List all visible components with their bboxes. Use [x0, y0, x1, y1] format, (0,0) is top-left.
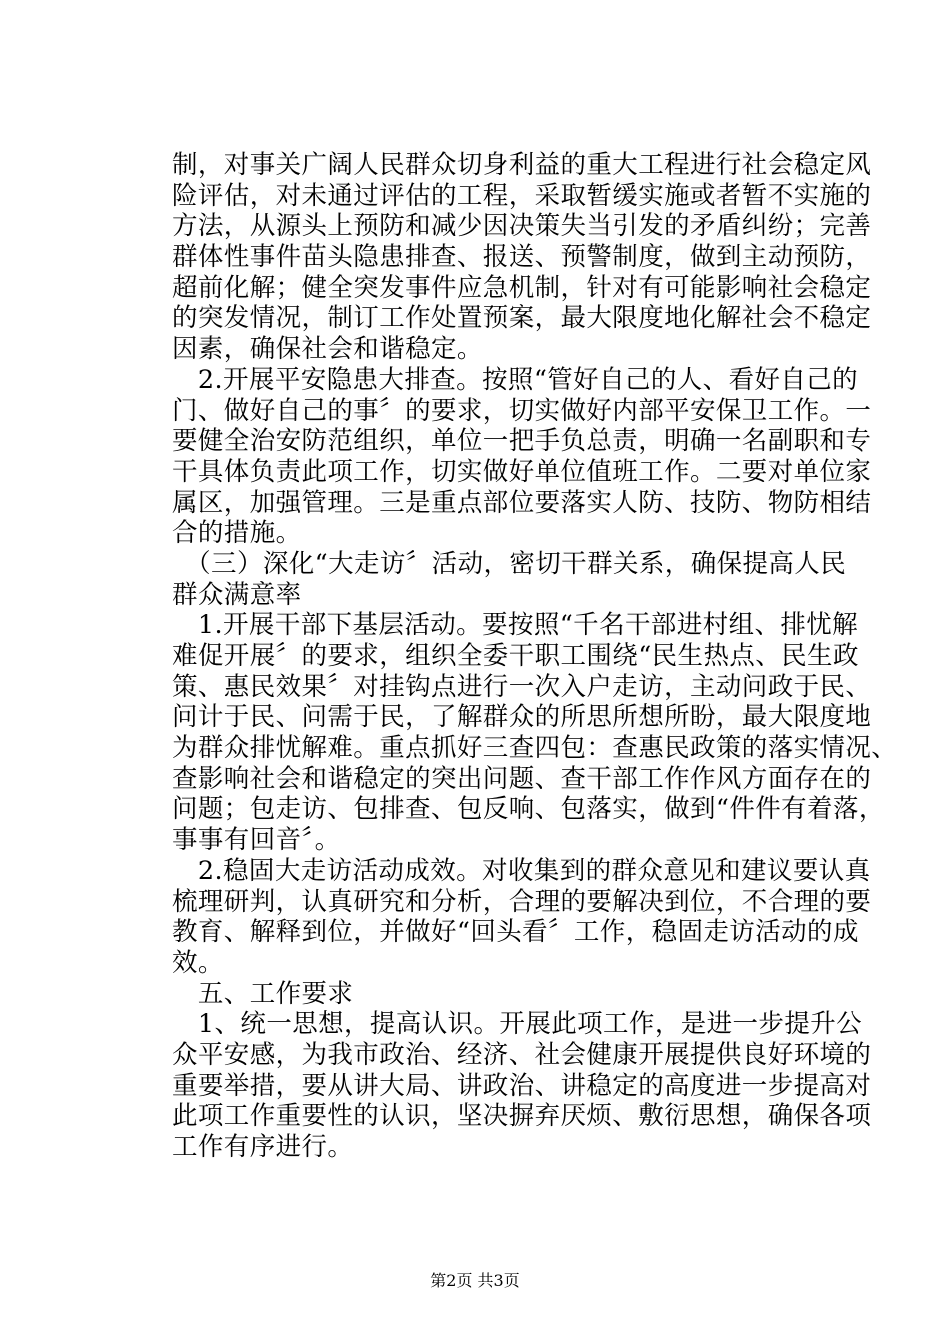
- text-line: 要健全治安防范组织，单位一把手负总责，明确一名副职和专: [172, 426, 872, 457]
- text-line: 查影响社会和谐稳定的突出问题、查干部工作作风方面存在的: [172, 763, 872, 794]
- text-line: 2.开展平安隐患大排查。按照“管好自己的人、看好自己的: [172, 364, 859, 395]
- text-line: 1、统一思想，提高认识。开展此项工作，是进一步提升公: [172, 1009, 863, 1040]
- text-line: 险评估，对未通过评估的工程，采取暂缓实施或者暂不实施的: [172, 180, 872, 211]
- text-line: 教育、解释到位，并做好“回头看〞工作，稳固走访活动的成: [172, 917, 859, 948]
- text-line: 1.开展干部下基层活动。要按照“千名干部进村组、排忧解: [172, 610, 859, 641]
- page-number-label: 第2页 共3页: [430, 1271, 520, 1290]
- text-line: 策、惠民效果〞对挂钩点进行一次入户走访，主动问政于民、: [172, 671, 872, 702]
- text-line: 众平安感，为我市政治、经济、社会健康开展提供良好环境的: [172, 1039, 872, 1070]
- text-line: 梳理研判，认真研究和分析，合理的要解决到位，不合理的要: [172, 886, 872, 917]
- text-line: 门、做好自己的事〞的要求，切实做好内部平安保卫工作。一: [172, 395, 872, 426]
- text-line: 问题；包走访、包排查、包反响、包落实，做到“件件有着落，: [172, 794, 885, 825]
- text-line: 效。: [172, 947, 224, 978]
- section-heading: （三）深化“大走访〞活动，密切干群关系，确保提高人民: [172, 548, 847, 579]
- text-line: 为群众排忧解难。重点抓好三查四包：查惠民政策的落实情况、: [172, 733, 898, 764]
- text-line: 超前化解；健全突发事件应急机制，针对有可能影响社会稳定: [172, 272, 872, 303]
- text-line: 重要举措，要从讲大局、讲政治、讲稳定的高度进一步提高对: [172, 1070, 872, 1101]
- text-line: 合的措施。: [172, 518, 302, 549]
- text-line: 此项工作重要性的认识，坚决摒弃厌烦、敷衍思想，确保各项: [172, 1101, 872, 1132]
- text-line: 难促开展〞的要求，组织全委干职工围绕“民生热点、民生政: [172, 641, 859, 671]
- text-line: 的突发情况，制订工作处置预案，最大限度地化解社会不稳定: [172, 303, 872, 334]
- text-line: 因素，确保社会和谐稳定。: [172, 334, 483, 365]
- text-line: 事事有回音〞。: [172, 825, 341, 856]
- text-line: 干具体负责此项工作，切实做好单位值班工作。二要对单位家: [172, 456, 872, 487]
- text-line: 群体性事件苗头隐患排查、报送、预警制度，做到主动预防，: [172, 242, 872, 273]
- section-heading: 五、工作要求: [172, 978, 354, 1009]
- text-line: 方法，从源头上预防和减少因决策失当引发的矛盾纠纷；完善: [172, 211, 872, 242]
- text-line: 2.稳固大走访活动成效。对收集到的群众意见和建议要认真: [172, 855, 871, 886]
- text-line: 制，对事关广阔人民群众切身利益的重大工程进行社会稳定风: [172, 150, 872, 180]
- document-body: [172, 150, 898, 1163]
- section-heading-cont: 群众满意率: [172, 579, 302, 610]
- text-line: 属区，加强管理。三是重点部位要落实人防、技防、物防相结: [172, 487, 872, 518]
- text-line: 工作有序进行。: [172, 1132, 354, 1162]
- page-footer: [0, 1271, 950, 1291]
- text-line: 问计于民、问需于民，了解群众的所思所想所盼，最大限度地: [172, 702, 872, 733]
